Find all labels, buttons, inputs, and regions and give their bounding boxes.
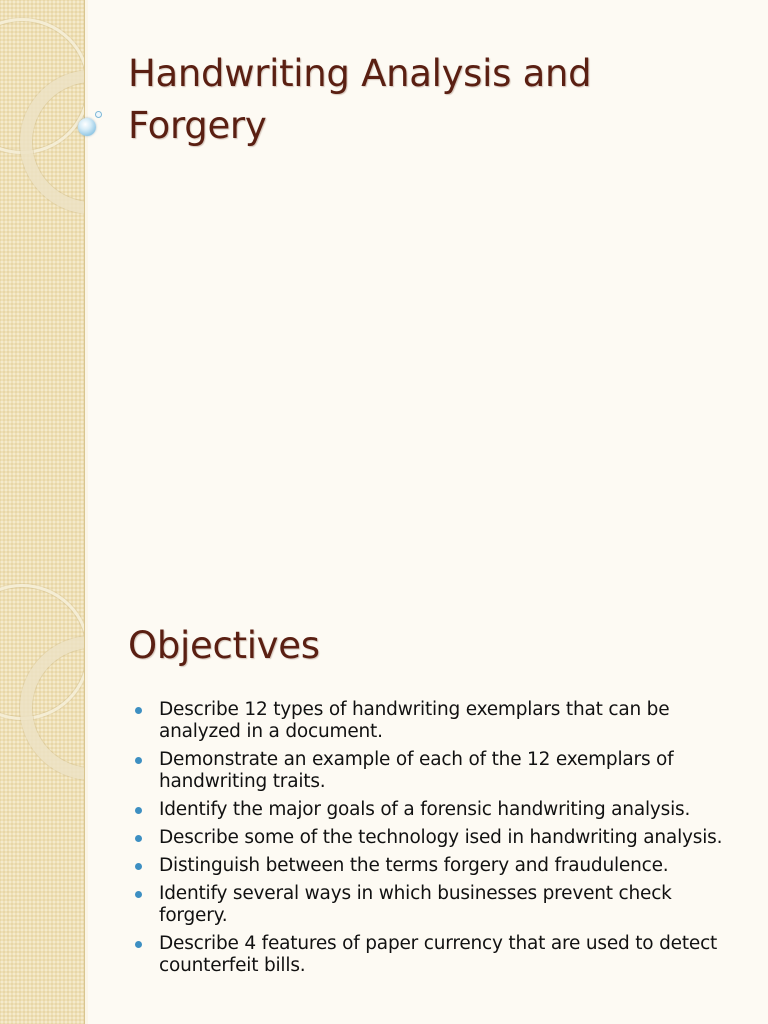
bullet-icon: [135, 941, 142, 948]
bullet-icon: [135, 863, 142, 870]
list-item-text: Identify the major goals of a forensic handwriting analysis.: [159, 799, 691, 820]
list-item: [135, 799, 735, 821]
list-item: [135, 883, 735, 927]
list-item-text: Describe 4 features of paper currency that are used to detect counterfeit bills.: [159, 933, 718, 976]
list-item-text: Demonstrate an example of each of the 12 exemplars of handwriting traits.: [159, 749, 674, 792]
bullet-icon: [135, 707, 142, 714]
decorative-side-band: [0, 576, 84, 1024]
objectives-heading: Objectives: [128, 624, 320, 667]
slide-objectives: [0, 576, 768, 1024]
bullet-icon: [135, 835, 142, 842]
decorative-bubble-icon: [78, 118, 96, 136]
list-item: [135, 749, 735, 793]
bullet-icon: [135, 807, 142, 814]
list-item-text: Describe 12 types of handwriting exemplars that can be analyzed in a document.: [159, 699, 670, 742]
list-item-text: Describe some of the technology ised in handwriting analysis.: [159, 827, 723, 848]
bullet-icon: [135, 757, 142, 764]
list-item: [135, 933, 735, 977]
decorative-small-bubble-icon: [95, 111, 102, 118]
list-item-text: Identify several ways in which businesses prevent check forgery.: [159, 883, 672, 926]
objectives-list: [135, 699, 735, 983]
band-edge-divider: [84, 0, 88, 576]
bullet-icon: [135, 891, 142, 898]
band-edge-divider: [84, 576, 88, 1024]
list-item: [135, 827, 735, 849]
slide-title-text: Handwriting Analysis and Forgery: [128, 52, 592, 147]
list-item: [135, 699, 735, 743]
list-item-text: Distinguish between the terms forgery and fraudulence.: [159, 855, 669, 876]
decorative-side-band: [0, 0, 84, 576]
list-item: [135, 855, 735, 877]
